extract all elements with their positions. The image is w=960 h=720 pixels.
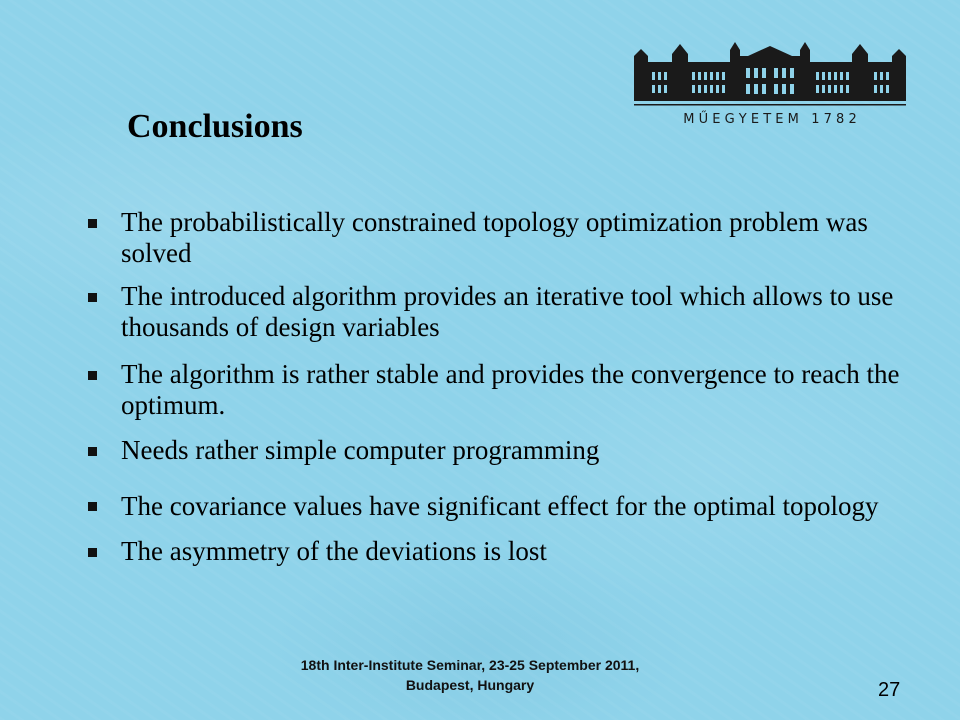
bullet-item (88, 281, 918, 343)
footer (230, 655, 710, 695)
bullet-text: The introduced algorithm provides an iterative tool which allows to use thousands of design variables (121, 281, 894, 342)
footer-line-1: 18th Inter-Institute Seminar, 23-25 September 2011, (300, 657, 640, 673)
bullet-list (88, 207, 918, 567)
square-bullet-icon (88, 219, 97, 228)
slide-title: Conclusions (127, 108, 303, 145)
bullet-text: The asymmetry of the deviations is lost (121, 536, 547, 566)
bullet-item (88, 359, 918, 421)
square-bullet-icon (88, 447, 97, 456)
square-bullet-icon (88, 548, 97, 557)
bullet-item (88, 484, 918, 528)
university-building-icon (630, 42, 910, 130)
page-number: 27 (878, 679, 901, 701)
bullet-text: The covariance values have significant effect for the optimal topology (121, 491, 879, 521)
square-bullet-icon (88, 371, 97, 380)
bullet-text: The probabilistically constrained topology optimization problem was solved (121, 207, 868, 268)
logo-caption: M Ű E G Y E T E M 1 7 8 2 (683, 112, 857, 127)
bullet-text: The algorithm is rather stable and provides the convergence to reach the optimum. (121, 359, 900, 420)
bullet-item (88, 536, 918, 567)
bullet-item (88, 207, 918, 269)
square-bullet-icon (88, 293, 97, 302)
footer-line-2: Budapest, Hungary (405, 677, 535, 693)
bullet-item (88, 435, 918, 466)
square-bullet-icon (88, 502, 97, 511)
bullet-text: Needs rather simple computer programming (121, 435, 600, 465)
